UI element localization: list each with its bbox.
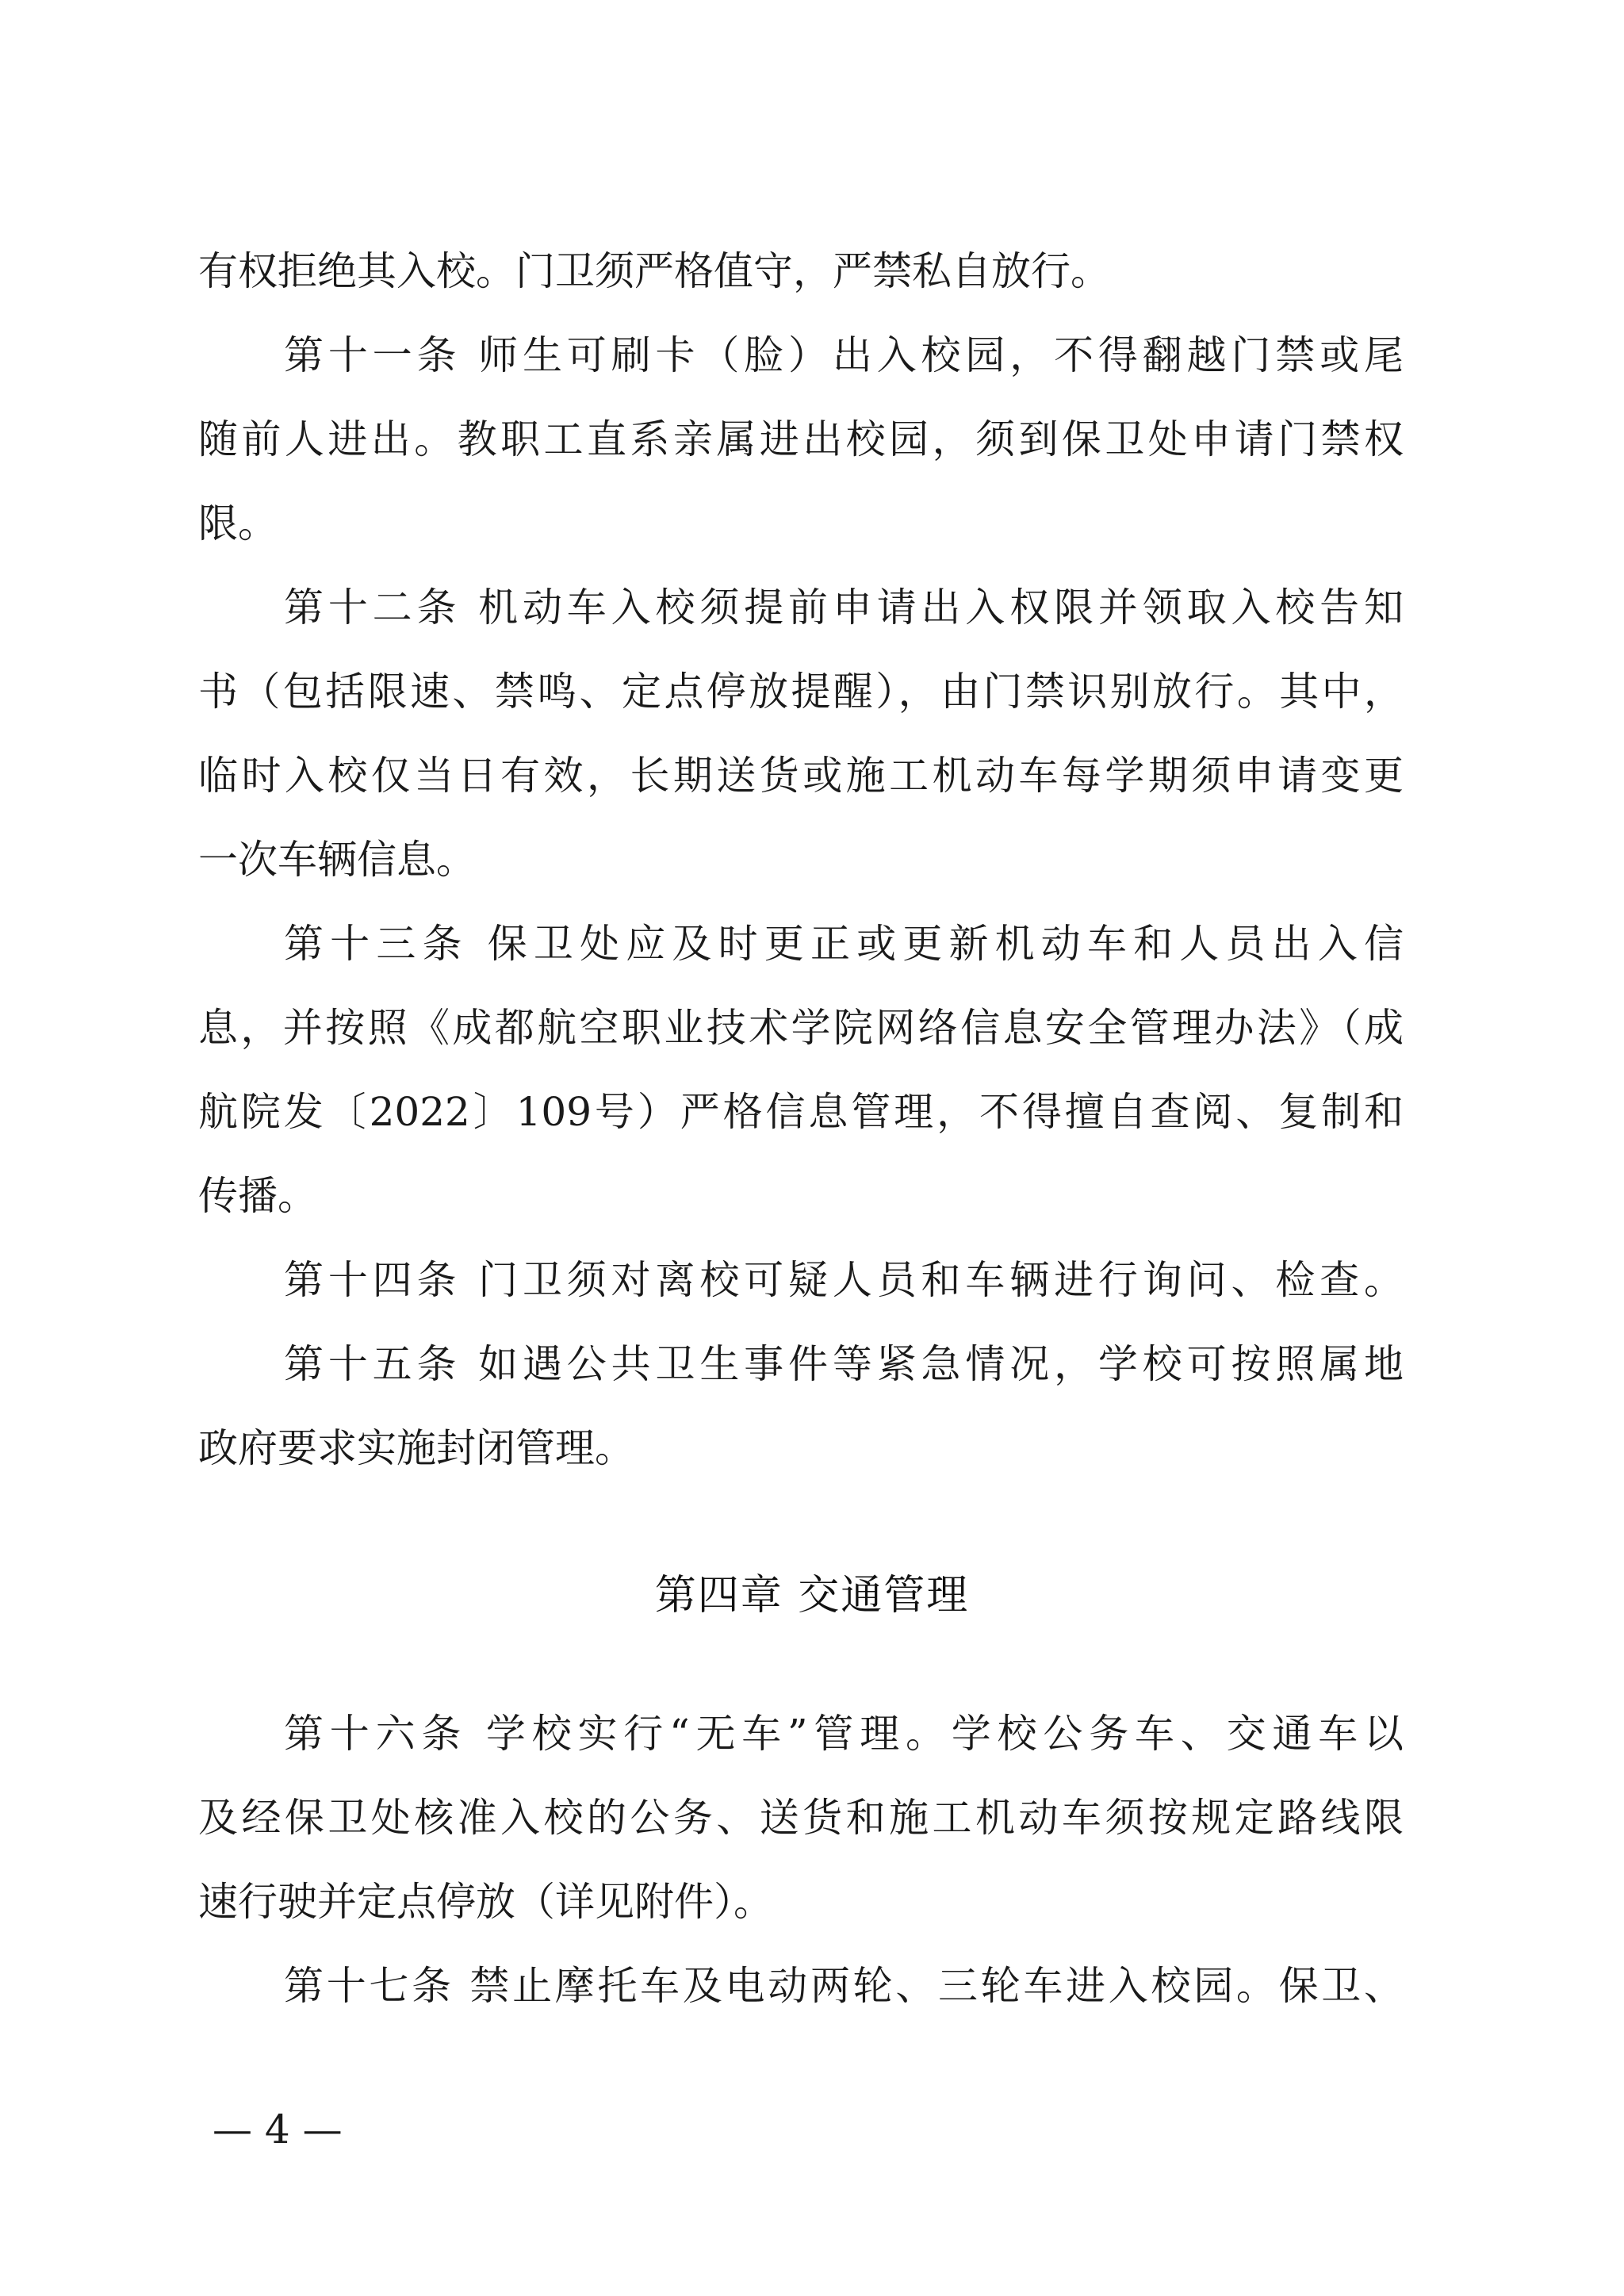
article-15-line-2: 政府要求实施封闭管理。 <box>198 1425 634 1471</box>
text-line-1: 有权拒绝其入校。门卫须严格值守，严禁私自放行。 <box>198 248 1110 294</box>
article-14-line-1: 第十四条 门卫须对离校可疑人员和车辆进行询问、检查。 <box>284 1257 1404 1303</box>
chapter-heading: 第四章 交通管理 <box>654 1572 970 1619</box>
article-11-line-2: 随前人进出。教职工直系亲属进出校园，须到保卫处申请门禁权 <box>198 416 1404 462</box>
article-11-line-3: 限。 <box>198 500 278 546</box>
article-16-line-1: 第十六条 学校实行“无车”管理。学校公务车、交通车以 <box>284 1711 1404 1757</box>
article-13-line-3: 航院发〔2022〕109号）严格信息管理，不得擅自查阅、复制和 <box>198 1089 1404 1135</box>
article-16-line-2: 及经保卫处核准入校的公务、送货和施工机动车须按规定路线限 <box>198 1795 1404 1841</box>
article-13-line-1: 第十三条 保卫处应及时更正或更新机动车和人员出入信 <box>284 921 1404 967</box>
article-12-line-3: 临时入校仅当日有效，长期送货或施工机动车每学期须申请变更 <box>198 753 1404 799</box>
article-12-line-4: 一次车辆信息。 <box>198 837 476 883</box>
article-13-line-4: 传播。 <box>198 1173 317 1219</box>
article-12-line-2: 书（包括限速、禁鸣、定点停放提醒），由门禁识别放行。其中， <box>198 669 1404 715</box>
article-16-line-3: 速行驶并定点停放（详见附件）。 <box>198 1879 773 1925</box>
article-17-line-1: 第十七条 禁止摩托车及电动两轮、三轮车进入校园。保卫、 <box>284 1963 1404 2009</box>
article-12-line-1: 第十二条 机动车入校须提前申请出入权限并领取入校告知 <box>284 585 1404 631</box>
article-11-line-1: 第十一条 师生可刷卡（脸）出入校园，不得翻越门禁或尾 <box>284 332 1404 378</box>
article-13-line-2: 息，并按照《成都航空职业技术学院网络信息安全管理办法》（成 <box>198 1005 1404 1051</box>
article-15-line-1: 第十五条 如遇公共卫生事件等紧急情况，学校可按照属地 <box>284 1341 1404 1387</box>
page-number: — 4 — <box>213 2106 343 2152</box>
